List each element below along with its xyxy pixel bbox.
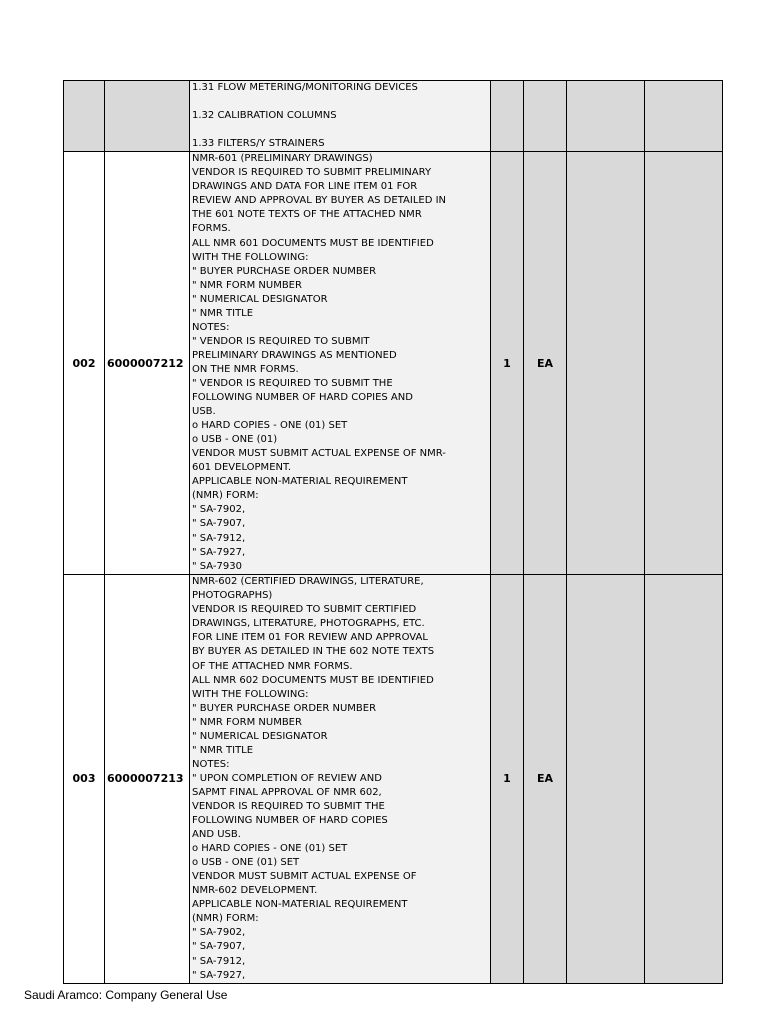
description-line: NMR-602 DEVELOPMENT. (192, 885, 318, 897)
description-line: USB. (192, 406, 216, 418)
description-line: NMR-602 (CERTIFIED DRAWINGS, LITERATURE, (192, 576, 424, 588)
material-number-cell (105, 81, 190, 152)
table-row (64, 575, 723, 983)
material-number-cell: 6000007213 (105, 575, 190, 983)
description-line: 1.31 FLOW METERING/MONITORING DEVICES (192, 82, 418, 93)
description-line: " SA-7907, (192, 518, 246, 530)
footer-classification: Saudi Aramco: Company General Use (24, 988, 228, 1002)
total-price-cell (645, 575, 723, 983)
line-items-table (63, 80, 723, 984)
description-line: " NMR TITLE (192, 744, 254, 756)
table-row (64, 81, 723, 152)
description-line: ALL NMR 601 DOCUMENTS MUST BE IDENTIFIED (192, 237, 434, 249)
description-line: ON THE NMR FORMS. (192, 363, 299, 375)
description-line: " SA-7927, (192, 969, 246, 981)
description-line: o HARD COPIES - ONE (01) SET (192, 843, 348, 855)
description-line: DRAWINGS, LITERATURE, PHOTOGRAPHS, ETC. (192, 618, 425, 630)
description-line: NMR-601 (PRELIMINARY DRAWINGS) (192, 153, 373, 165)
quantity-cell: 1 (491, 152, 524, 575)
blank-line (192, 95, 488, 109)
description-line: WITH THE FOLLOWING: (192, 688, 309, 700)
description-line: o HARD COPIES - ONE (01) SET (192, 420, 348, 432)
total-price-cell (645, 152, 723, 575)
description-line: " UPON COMPLETION OF REVIEW AND (192, 772, 382, 784)
description-cell (190, 575, 491, 983)
description-line: " VENDOR IS REQUIRED TO SUBMIT (192, 335, 370, 347)
description-line: " NMR FORM NUMBER (192, 716, 302, 728)
description-line: o USB - ONE (01) (192, 434, 278, 446)
description-line: (NMR) FORM: (192, 490, 259, 502)
description-line: VENDOR IS REQUIRED TO SUBMIT PRELIMINARY (192, 167, 432, 179)
description-line: NOTES: (192, 758, 230, 770)
description-line: o USB - ONE (01) SET (192, 857, 300, 869)
description-line: FOLLOWING NUMBER OF HARD COPIES (192, 815, 388, 827)
quantity-cell (491, 81, 524, 152)
description-line: SAPMT FINAL APPROVAL OF NMR 602, (192, 786, 382, 798)
description-line: OF THE ATTACHED NMR FORMS. (192, 660, 353, 672)
description-line: " BUYER PURCHASE ORDER NUMBER (192, 702, 377, 714)
description-line: WITH THE FOLLOWING: (192, 251, 309, 263)
description-line: APPLICABLE NON-MATERIAL REQUIREMENT (192, 476, 408, 488)
unit-cell (524, 81, 567, 152)
item-number-cell (64, 81, 105, 152)
unit-price-cell (567, 81, 645, 152)
description-line: FOR LINE ITEM 01 FOR REVIEW AND APPROVAL (192, 632, 428, 644)
description-line: 601 DEVELOPMENT. (192, 462, 292, 474)
description-line: " SA-7902, (192, 927, 246, 939)
description-line: " SA-7912, (192, 955, 246, 967)
blank-line (192, 123, 488, 137)
description-cell (190, 152, 491, 575)
description-line: FOLLOWING NUMBER OF HARD COPIES AND (192, 392, 413, 404)
unit-price-cell (567, 575, 645, 983)
unit-price-cell (567, 152, 645, 575)
description-line: THE 601 NOTE TEXTS OF THE ATTACHED NMR (192, 209, 422, 221)
description-line: " NUMERICAL DESIGNATOR (192, 730, 328, 742)
description-line: DRAWINGS AND DATA FOR LINE ITEM 01 FOR (192, 181, 418, 193)
description-line: VENDOR IS REQUIRED TO SUBMIT CERTIFIED (192, 604, 417, 616)
unit-cell: EA (524, 575, 567, 983)
description-line: VENDOR MUST SUBMIT ACTUAL EXPENSE OF NMR- (192, 448, 446, 460)
description-line: NOTES: (192, 321, 230, 333)
description-line: 1.33 FILTERS/Y STRAINERS (192, 138, 325, 150)
unit-cell: EA (524, 152, 567, 575)
description-line: " VENDOR IS REQUIRED TO SUBMIT THE (192, 377, 393, 389)
item-number-cell: 003 (64, 575, 105, 983)
description-line: (NMR) FORM: (192, 913, 259, 925)
description-line: " SA-7907, (192, 941, 246, 953)
description-line: " BUYER PURCHASE ORDER NUMBER (192, 265, 377, 277)
description-line: VENDOR IS REQUIRED TO SUBMIT THE (192, 800, 385, 812)
description-line: " SA-7902, (192, 504, 246, 516)
description-line: " SA-7912, (192, 532, 246, 544)
description-line: AND USB. (192, 829, 241, 841)
description-line: 1.32 CALIBRATION COLUMNS (192, 110, 337, 122)
table-row (64, 152, 723, 575)
description-line: " NMR TITLE (192, 307, 254, 319)
description-line: PRELIMINARY DRAWINGS AS MENTIONED (192, 349, 397, 361)
quantity-cell: 1 (491, 575, 524, 983)
description-line: " NMR FORM NUMBER (192, 279, 302, 291)
description-line: ALL NMR 602 DOCUMENTS MUST BE IDENTIFIED (192, 674, 434, 686)
description-cell (190, 81, 491, 152)
description-line: FORMS. (192, 223, 231, 235)
description-line: PHOTOGRAPHS) (192, 590, 273, 602)
material-number-cell: 6000007212 (105, 152, 190, 575)
description-line: REVIEW AND APPROVAL BY BUYER AS DETAILED IN (192, 195, 447, 207)
description-line: " NUMERICAL DESIGNATOR (192, 293, 328, 305)
description-line: APPLICABLE NON-MATERIAL REQUIREMENT (192, 899, 408, 911)
description-line: VENDOR MUST SUBMIT ACTUAL EXPENSE OF (192, 871, 417, 883)
description-line: " SA-7930 (192, 560, 242, 572)
description-line: " SA-7927, (192, 546, 246, 558)
total-price-cell (645, 81, 723, 152)
description-line: BY BUYER AS DETAILED IN THE 602 NOTE TEXTS (192, 646, 435, 658)
item-number-cell: 002 (64, 152, 105, 575)
